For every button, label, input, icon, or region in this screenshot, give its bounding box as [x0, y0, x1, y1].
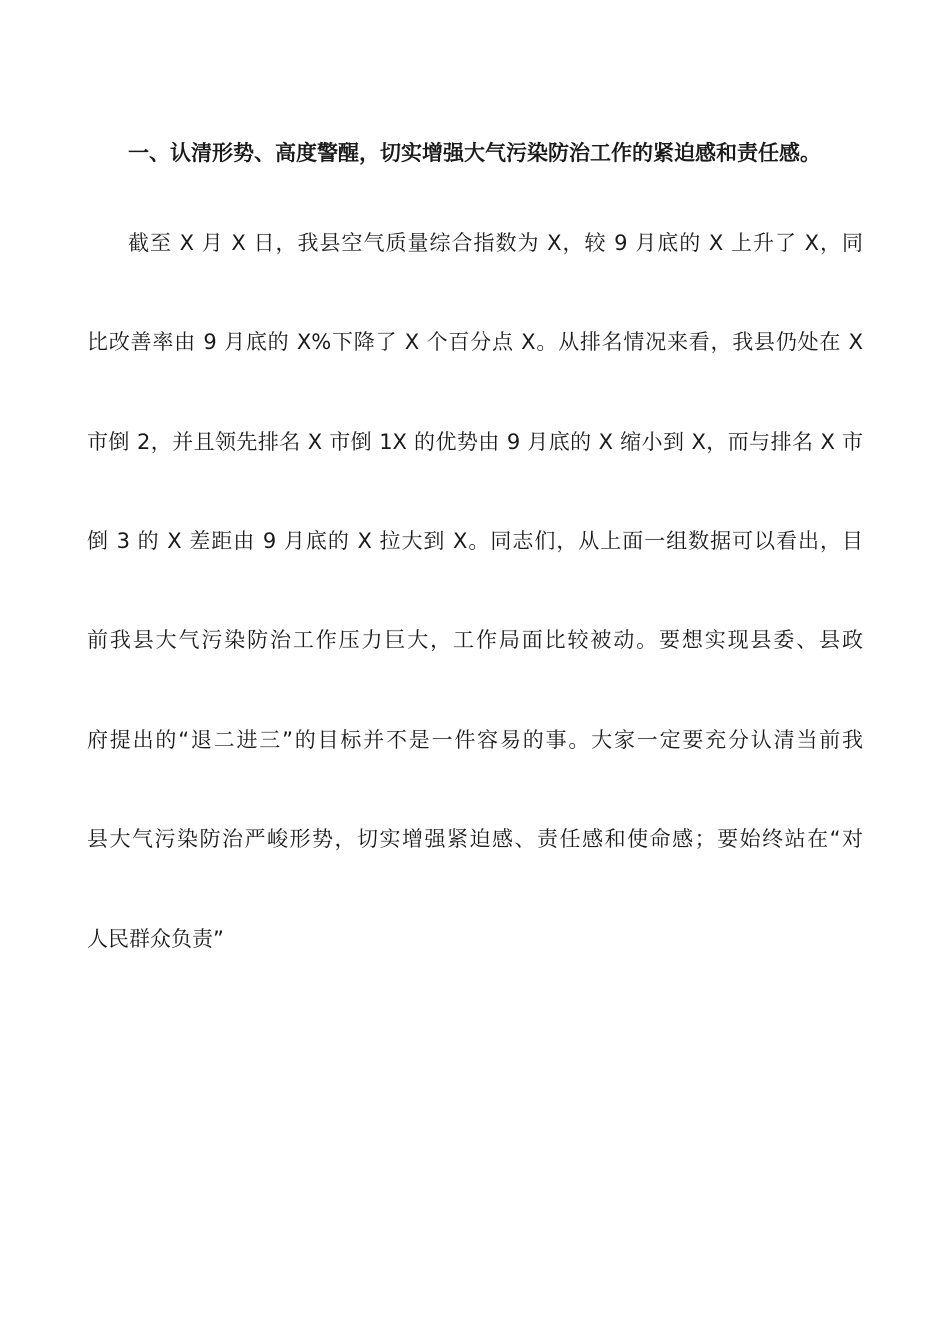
section-heading: 一、认清形势、高度警醒，切实增强大气污染防治工作的紧迫感和责任感。: [128, 141, 821, 165]
paragraph-line: 截至 X 月 X 日，我县空气质量综合指数为 X，较 9 月底的 X 上升了 X，同: [128, 231, 863, 255]
paragraph-line: 人民群众负责”: [87, 927, 224, 951]
paragraph-line: 市倒 2，并且领先排名 X 市倒 1X 的优势由 9 月底的 X 缩小到 X，而与排名 X 市: [87, 430, 863, 454]
paragraph-line: 前我县大气污染防治工作压力巨大，工作局面比较被动。要想实现县委、县政: [87, 628, 863, 652]
paragraph-line: 比改善率由 9 月底的 X%下降了 X 个百分点 X。从排名情况来看，我县仍处在 X: [87, 330, 863, 354]
paragraph-line: 府提出的“退二进三”的目标并不是一件容易的事。大家一定要充分认清当前我: [87, 728, 863, 752]
paragraph-line: 县大气污染防治严峻形势，切实增强紧迫感、责任感和使命感；要始终站在“对: [87, 827, 863, 851]
paragraph-line: 倒 3 的 X 差距由 9 月底的 X 拉大到 X。同志们，从上面一组数据可以看出，目: [87, 529, 863, 553]
